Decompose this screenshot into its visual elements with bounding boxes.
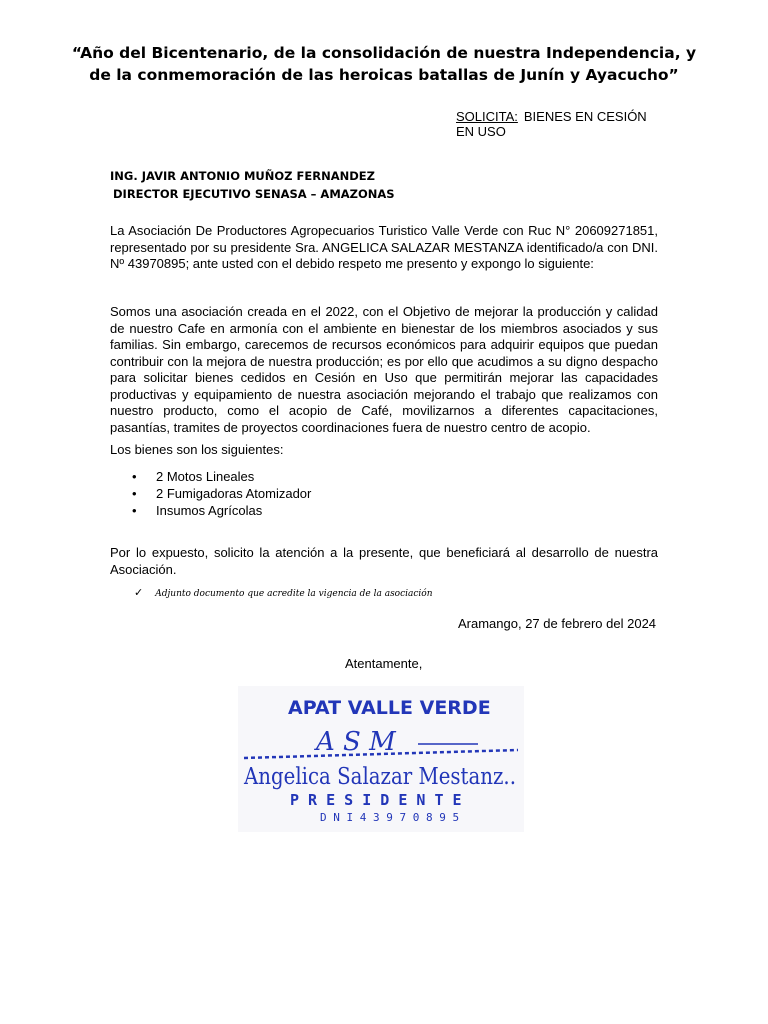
- solicita-text: BIENES EN CESIÓN EN USO: [456, 109, 647, 139]
- list-item-label: 2 Fumigadoras Atomizador: [156, 486, 312, 501]
- attachment-note: [134, 586, 433, 601]
- bullet-icon: •: [132, 469, 137, 484]
- body-paragraph: Somos una asociación creada en el 2022, con el Objetivo de mejorar la producción y calidad de nuestro Cafe en armonía con el ambiente en bienestar de los miembros asociados y sus familias. Sin embargo, carecemos de recursos económicos para adquirir equipos que puedan contribuir con la mejora de nuestra producción; es por ello que acudimos a su digno despacho para solicitar bienes cedidos en Cesión en Uso que permitirán mejorar las capacidades productivas y equipamiento de nuestra asociación mejorando el trabajo que realizamos con nuestro producto, como el acopio de Café, movilizarnos a diferentes capacitaciones, pasantías, tramites de proyectos coordinaciones fuera de nuestro centro de acopio.: [110, 304, 658, 435]
- closing-salutation: Atentamente,: [345, 656, 423, 671]
- solicita-label: SOLICITA:: [456, 109, 518, 124]
- attachment-text: Adjunto documento que acredite la vigencia de la asociación: [155, 589, 433, 599]
- closing-paragraph: Por lo expuesto, solicito la atención a la presente, que beneficiará al desarrollo de nuestra Asociación.: [110, 545, 658, 577]
- motto-line-2: de la conmemoración de las heroicas batallas de Junín y Ayacucho”: [89, 66, 679, 84]
- bienes-list: [110, 468, 311, 519]
- list-item: [110, 502, 311, 519]
- check-icon: ✓: [134, 586, 144, 599]
- addressee-name: ING. JAVIR ANTONIO MUÑOZ FERNANDEZ: [110, 169, 375, 183]
- solicita-block: [456, 109, 666, 139]
- stamp-role: P R E S I D E N T E: [290, 791, 462, 809]
- stamp-org: APAT VALLE VERDE: [288, 697, 491, 719]
- list-item: [110, 485, 311, 502]
- list-item-label: 2 Motos Lineales: [156, 469, 255, 484]
- list-item: [110, 468, 311, 485]
- motto-line-1: “Año del Bicentenario, de la consolidación de nuestra Independencia, y: [71, 44, 697, 62]
- bienes-intro: Los bienes son los siguientes:: [110, 442, 284, 457]
- stamp-name: Angelica Salazar Mestanz..: [243, 764, 516, 790]
- document-motto: [60, 42, 708, 86]
- stamp-graphic: [238, 686, 524, 832]
- signature-stamp: [238, 686, 524, 832]
- stamp-initials: A S M: [316, 727, 396, 757]
- bullet-icon: •: [132, 486, 137, 501]
- intro-paragraph: La Asociación De Productores Agropecuarios Turistico Valle Verde con Ruc N° 20609271851, representado por su presidente Sra. ANGELICA SALAZAR MESTANZA identificado/a con DNI. Nº 43970895; ante usted con el debido respeto me presento y expongo lo siguiente:: [110, 223, 658, 271]
- date-line: Aramango, 27 de febrero del 2024: [458, 616, 657, 631]
- stamp-dni: D N I 4 3 9 7 0 8 9 5: [320, 811, 460, 824]
- addressee-title: DIRECTOR EJECUTIVO SENASA – AMAZONAS: [113, 187, 395, 201]
- list-item-label: Insumos Agrícolas: [156, 503, 263, 518]
- bullet-icon: •: [132, 503, 137, 518]
- addressee-block: [110, 167, 395, 203]
